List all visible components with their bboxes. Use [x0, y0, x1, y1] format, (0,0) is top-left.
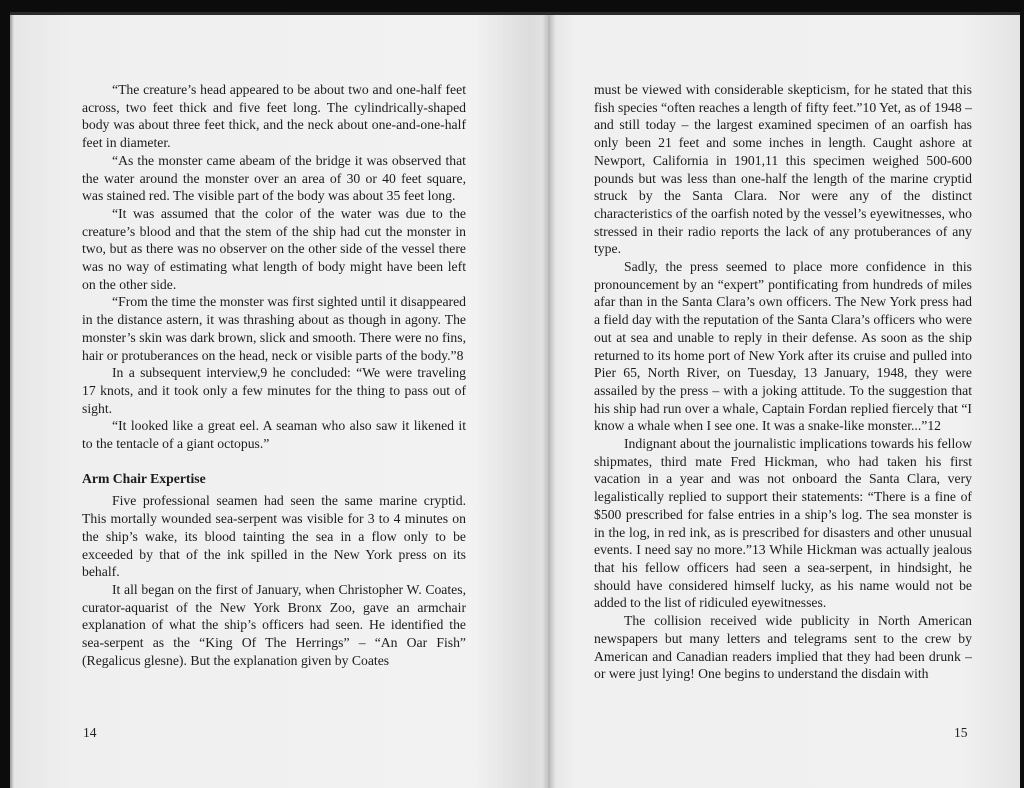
page-number-left: 14 — [83, 725, 97, 740]
paragraph: Five professional seamen had seen the same marine cryptid. This mortally wounded sea-serpent was visible for 3 to 4 minutes on the ship’s wake, its blood tainting the sea in a flow only to be exceeded by that of the ink spilled in the New York press on its behalf. — [82, 493, 466, 580]
paragraph: “The creature’s head appeared to be about two and one-half feet across, two feet thick and five feet long. The cylindrically-shaped body was about three feet thick, and the neck about one-and-one-half feet in diameter. — [82, 82, 466, 151]
paragraph: The collision received wide publicity in North American newspapers but many letters and telegrams sent to the crew by American and Canadian readers implied that they had been drunk – or were just lying! One begins to understand the disdain with — [594, 613, 972, 682]
page-edge-shadow — [10, 15, 14, 788]
paragraph: “It looked like a great eel. A seaman who also saw it likened it to the tentacle of a giant octopus.” — [82, 418, 466, 452]
paragraph: “From the time the monster was first sighted until it disappeared in the distance astern, it was thrashing about as though in agony. The monster’s skin was dark brown, slick and smooth. There were no fins, hair or protuberances on the head, neck or visible parts of the body.”8 — [82, 294, 466, 363]
book-spread — [10, 12, 1020, 788]
page-number-right: 15 — [954, 725, 968, 740]
paragraph: In a subsequent interview,9 he concluded: “We were traveling 17 knots, and it took only a few minutes for the thing to pass out of sight. — [82, 365, 466, 416]
section-heading: Arm Chair Expertise — [82, 470, 206, 486]
paragraph: “As the monster came abeam of the bridge it was observed that the water around the monster over an area of 30 or 40 feet square, was stained red. The visible part of the body was about 35 feet long. — [82, 152, 466, 204]
left-page-column — [82, 81, 466, 670]
section-gap — [82, 453, 466, 470]
book-gutter — [542, 15, 556, 788]
paragraph: Sadly, the press seemed to place more confidence in this pronouncement by an “expert” pontificating from hundreds of miles afar than in the Santa Clara’s own officers. The New York press had a field day with the reputation of the Santa Clara’s officers who were out at sea and unable to reply in their defense. As soon as the ship returned to its home port of New York after its cruise and pulled into Pier 65, North River, on Tuesday, 13 January, 1948, they were assailed by the press – with a joking attitude. To the suggestion that his ship had run over a whale, Captain Fordan replied fiercely that “I know a whale when I see one. It was a snake-like monster...”12 — [594, 259, 972, 434]
paragraph: “It was assumed that the color of the water was due to the creature’s blood and that the stem of the ship had cut the monster in two, but as there was no observer on the other side of the vessel there was no way of estimating what length of body might have been left on the other side. — [82, 205, 466, 292]
right-page-column — [594, 81, 972, 683]
paragraph: Indignant about the journalistic implications towards his fellow shipmates, third mate Fred Hickman, who had taken his first vacation in a year and was not onboard the Santa Clara, very legalistically replied to support their statements: “There is a fine of $500 prescribed for false entries in a ship’s log. The sea monster is in the log, in red ink, as is prescribed for disasters and other unusual events. I need say no more.”13 While Hickman was actually jealous that his fellow officers had seen a sea-serpent, in hindsight, he should have considered himself lucky, as his name would not be added to the list of ridiculed eyewitnesses. — [594, 436, 972, 611]
paragraph: It all began on the first of January, when Christopher W. Coates, curator-aquarist of the New York Bronx Zoo, gave an armchair explanation of what the ship’s officers had seen. He identified the sea-serpent as the “King Of The Herrings” – “An Oar Fish” (Regalicus glesne). But the explanation given by Coates — [82, 581, 466, 668]
paragraph: must be viewed with considerable skepticism, for he stated that this fish species “often reaches a length of fifty feet.”10 Yet, as of 1948 – and still today – the largest examined specimen of an oarfish has only been 21 feet and some inches in length. Caught ashore at Newport, California in 1901,11 this specimen weighed 500-600 pounds but was less than one-half the length of the marine cryptid struck by the Santa Clara. Nor were any of the distinct characteristics of the oarfish noted by the vessel’s eyewitnesses, who stressed in their radio reports the lack of any protuberances of any type. — [594, 82, 972, 257]
